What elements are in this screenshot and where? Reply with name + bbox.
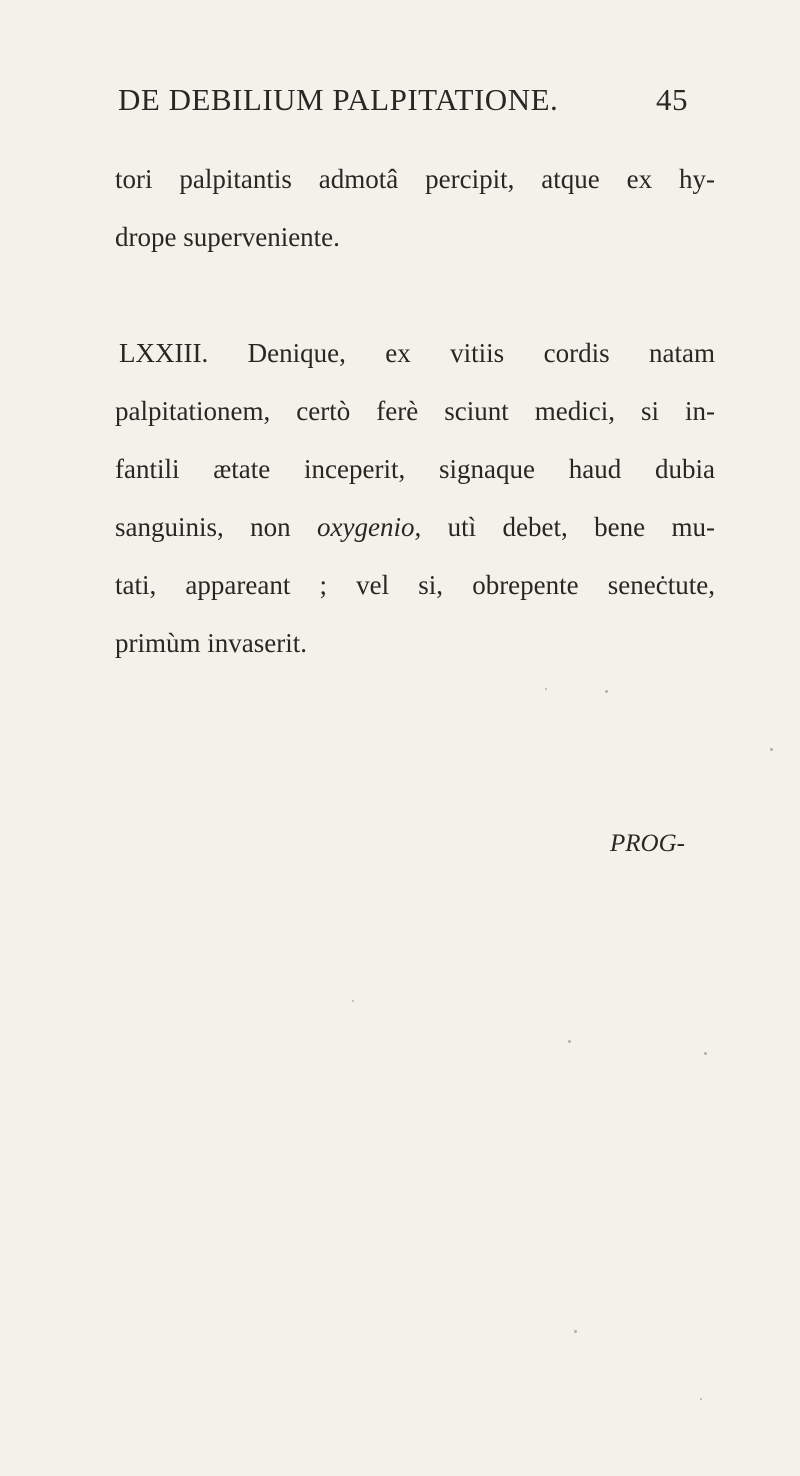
italic-term: oxygenio, — [317, 512, 422, 542]
text-line: primùm invaserit. — [115, 628, 307, 658]
running-head — [118, 82, 718, 118]
text-segment: utì debet, bene mu- — [421, 512, 715, 542]
paper-speck — [545, 688, 547, 690]
paper-speck — [605, 690, 608, 693]
text-line: tori palpitantis admotâ percipit, atque ex hy- — [115, 164, 715, 194]
text-segment: sanguinis, non — [115, 512, 318, 542]
paper-speck — [352, 1000, 354, 1002]
page-number: 45 — [656, 82, 688, 117]
paragraph-gap — [115, 266, 715, 324]
paper-speck — [568, 1040, 571, 1043]
paper-speck — [574, 1330, 577, 1333]
paper-speck — [704, 1052, 707, 1055]
catchword: PROG- — [610, 830, 685, 857]
text-line: tati, appareant ; vel si, obrepente seneċtute, — [115, 570, 715, 600]
paper-speck — [770, 748, 773, 751]
text-line: drope superveniente. — [115, 222, 340, 252]
text-line: fantili ætate inceperit, signaque haud dubia — [115, 454, 715, 484]
paper-speck — [700, 1398, 702, 1400]
running-head-title: DE DEBILIUM PALPITATIONE. — [118, 82, 559, 117]
text-line: LXXIII. Denique, ex vitiis cordis natam — [119, 338, 715, 368]
text-line: palpitationem, certò ferè sciunt medici, si in- — [115, 396, 715, 426]
body-text — [115, 150, 715, 672]
text-line — [115, 498, 715, 556]
